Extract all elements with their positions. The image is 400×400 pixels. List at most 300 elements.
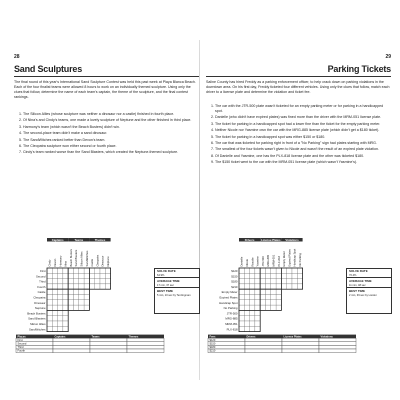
answer-table-cell <box>319 349 356 353</box>
grid-cell <box>105 268 110 273</box>
grid-cell <box>244 316 249 321</box>
grid-cell <box>84 289 89 294</box>
grid-cell <box>260 289 265 294</box>
grid-cell <box>52 295 57 300</box>
answer-table-header: Violations <box>320 335 333 339</box>
group-header: Themes <box>94 238 106 242</box>
grid-cell <box>63 289 68 294</box>
grid-cell <box>68 284 73 289</box>
solve-rate-value: 64.9% <box>157 273 165 277</box>
grid-cell <box>239 289 244 294</box>
answer-table-cell <box>90 338 127 342</box>
grid-cell <box>63 326 68 331</box>
answer-table-header: Captains <box>54 335 66 339</box>
grid-cell <box>239 300 244 305</box>
answer-table-cell <box>127 342 164 346</box>
row-header: Beach Busters <box>27 311 46 316</box>
answer-table-cell <box>90 342 127 346</box>
clue-list <box>206 104 391 167</box>
grid-cell <box>250 289 255 294</box>
grid-cell <box>266 273 271 278</box>
grid-cell <box>84 295 89 300</box>
grid-cell <box>68 279 73 284</box>
answer-table-cell <box>53 338 90 342</box>
puzzle-intro: The final round of this year's International Sand Sculpture Contest was held this past week at Playa Blanca Beach. Each of the four finalist teams were allowed 8 hours to work on an individually themed sculpture. Using only the clues that follow, determine the name of each team's captain, the theme of the sculpture, and the final contest rankings. <box>14 80 196 100</box>
grid-cell <box>100 279 105 284</box>
grid-cell <box>79 268 84 273</box>
grid-cell <box>292 279 297 284</box>
grid-cell <box>271 279 276 284</box>
grid-cell <box>292 284 297 289</box>
grid-cell <box>47 284 52 289</box>
clue: 9. The $150 ticket went to the car with the MRM-051 license plate (which wasn't Yasmine's). <box>215 160 391 165</box>
grid-cell <box>95 279 100 284</box>
title-rule <box>206 76 391 77</box>
page-number: 28 <box>14 54 20 60</box>
column-header: Expired Plates <box>288 249 292 267</box>
grid-cell <box>287 268 292 273</box>
average-time-value: 17 min, 37 sec <box>157 283 174 287</box>
grid-cell <box>271 295 276 300</box>
answer-table-header: Drivers <box>246 335 256 339</box>
grid-cell <box>255 321 260 326</box>
grid-cell <box>58 310 63 315</box>
grid-cell <box>266 305 271 310</box>
grid-cell <box>47 326 52 331</box>
grid-cell <box>297 273 302 278</box>
answer-table-cell <box>282 342 319 346</box>
grid-cell <box>292 268 297 273</box>
solve-rate-label: SOLVE RATE <box>157 269 176 273</box>
group-header: Teams <box>74 238 84 242</box>
grid-cell <box>58 305 63 310</box>
grid-cell <box>84 284 89 289</box>
grid-cell <box>79 284 84 289</box>
grid-cell <box>260 279 265 284</box>
book-spine <box>199 40 200 380</box>
row-header: $210 <box>231 284 238 289</box>
clue: 4. The second-place team didn't make a sand dinosaur. <box>23 131 199 136</box>
row-header: Empty Meter <box>221 290 238 295</box>
clue: 1. The Silicon Allies (whose sculpture was neither a dinosaur nor a castle) finished in fourth place. <box>23 112 199 117</box>
left-page <box>14 54 199 374</box>
grid-cell <box>47 268 52 273</box>
row-header: Castle <box>37 290 46 295</box>
grid-cell <box>260 273 265 278</box>
grid-cell <box>239 273 244 278</box>
clue: 3. Harmony's team (which wasn't the Beach Busters) didn't win. <box>23 125 199 130</box>
column-header: Empty Meter <box>283 251 287 267</box>
grid-cell <box>84 273 89 278</box>
grid-cell <box>84 268 89 273</box>
grid-cell <box>244 300 249 305</box>
grid-cell <box>250 268 255 273</box>
grid-cell <box>255 310 260 315</box>
grid-cell <box>47 321 52 326</box>
grid-cell <box>250 326 255 331</box>
clue: 5. The SandWitches ranked better than Devon's team. <box>23 138 199 143</box>
grid-cell <box>250 295 255 300</box>
grid-cell <box>239 284 244 289</box>
group-header: Violations <box>285 238 299 242</box>
puzzle-title: Sand Sculptures <box>14 64 83 74</box>
grid-cell <box>281 273 286 278</box>
row-header: Silicon Allies <box>29 321 46 326</box>
answer-table-row-label: $210 <box>209 349 216 353</box>
grid-cell <box>74 273 79 278</box>
grid-cell <box>68 295 73 300</box>
row-header: JTR-500 <box>226 311 238 316</box>
grid-cell <box>74 305 79 310</box>
row-header: Expired Plates <box>219 295 238 300</box>
grid-cell <box>244 305 249 310</box>
grid-cell <box>255 300 260 305</box>
grid-cell <box>281 268 286 273</box>
row-header: $180 <box>231 279 238 284</box>
grid-cell <box>58 321 63 326</box>
grid-cell <box>244 295 249 300</box>
column-header: Cindy <box>48 259 52 267</box>
answer-table-header: License Plates <box>283 335 302 339</box>
grid-cell <box>84 305 89 310</box>
stats-box <box>154 268 200 314</box>
grid-cell <box>276 268 281 273</box>
grid-cell <box>63 310 68 315</box>
group-header: Drivers <box>244 238 255 242</box>
grid-cell <box>244 284 249 289</box>
clue: 6. The Cleopatra sculpture won either second or fourth place. <box>23 144 199 149</box>
grid-cell <box>95 284 100 289</box>
grid-cell <box>52 321 57 326</box>
grid-cell <box>276 289 281 294</box>
answer-table-cell <box>90 345 127 349</box>
grid-cell <box>105 279 110 284</box>
grid-cell <box>281 279 286 284</box>
answer-table-cell <box>127 338 164 342</box>
grid-cell <box>271 284 276 289</box>
grid-cell <box>74 279 79 284</box>
row-header: Dinosaur <box>34 300 46 305</box>
grid-cell <box>260 268 265 273</box>
row-header: SandWitches <box>29 327 46 332</box>
grid-cell <box>239 279 244 284</box>
grid-cell <box>281 284 286 289</box>
column-header: Silicon Allies <box>80 251 84 267</box>
column-header: Neptune <box>107 256 111 267</box>
column-header: Sand Blasters <box>75 249 79 267</box>
clue: 1. The car with the JTR-500 plate wasn't ticketed for an empty parking meter or for parking in a handicapped spot. <box>215 104 391 114</box>
grid-cell <box>68 300 73 305</box>
answer-table-cell <box>53 349 90 353</box>
grid-cell <box>84 300 89 305</box>
average-time-value: 11 min, 48 sec <box>349 283 366 287</box>
grid-cell <box>250 321 255 326</box>
answer-table-cell <box>245 338 282 342</box>
grid-cell <box>244 279 249 284</box>
grid-cell <box>255 316 260 321</box>
grid-cell <box>58 289 63 294</box>
grid-cell <box>266 279 271 284</box>
grid-cell <box>276 273 281 278</box>
grid-cell <box>244 310 249 315</box>
grid-cell <box>63 268 68 273</box>
grid-cell <box>287 279 292 284</box>
answer-table-cell <box>282 349 319 353</box>
best-time-label: BEST TIME <box>157 288 174 293</box>
answer-table-header: Places <box>17 335 26 339</box>
grid-cell <box>52 273 57 278</box>
column-header: No Parking <box>299 253 303 267</box>
grid-cell <box>292 273 297 278</box>
column-header: Dinosaur <box>101 255 105 267</box>
title-rule <box>14 76 199 77</box>
row-header: Fourth <box>37 284 46 289</box>
answer-table-cell <box>245 342 282 346</box>
grid-cell <box>239 321 244 326</box>
grid-cell <box>297 268 302 273</box>
grid-cell <box>58 316 63 321</box>
answer-table-header: Teams <box>91 335 100 339</box>
grid-cell <box>84 279 89 284</box>
grid-cell <box>276 300 281 305</box>
grid-cell <box>79 279 84 284</box>
answer-table-cell <box>90 349 127 353</box>
grid-cell <box>74 289 79 294</box>
page-number: 29 <box>385 54 391 60</box>
grid-cell <box>58 268 63 273</box>
column-header: Danielle <box>240 256 244 267</box>
grid-cell <box>271 273 276 278</box>
column-header: Devon <box>54 258 58 267</box>
grid-cell <box>52 284 57 289</box>
answer-table-row-label: $180 <box>209 346 216 350</box>
row-header: Cleopatra <box>33 295 46 300</box>
grid-cell <box>105 284 110 289</box>
grid-cell <box>89 268 94 273</box>
answer-table-header: Themes <box>128 335 139 339</box>
grid-cell <box>255 273 260 278</box>
grid-cell <box>255 326 260 331</box>
grid-cell <box>58 273 63 278</box>
column-header: Yasmine <box>256 256 260 267</box>
grid-cell <box>244 289 249 294</box>
grid-cell <box>47 289 52 294</box>
answer-table-row-label: Fourth <box>17 349 25 353</box>
group-header: License Plates <box>261 238 281 242</box>
grid-cell <box>100 273 105 278</box>
clue: 3. The ticket for parking in a handicapped spot had a lower fine than the ticket for the empty parking meter. <box>215 122 391 127</box>
answer-table-row-label: Third <box>17 346 24 350</box>
best-time-value: 5 min, 10 sec by Tenzingman <box>157 293 191 297</box>
grid-cell <box>266 284 271 289</box>
average-time-label: AVERAGE TIME <box>349 278 372 283</box>
grid-cell <box>52 300 57 305</box>
grid-cell <box>63 284 68 289</box>
grid-cell <box>95 273 100 278</box>
grid-cell <box>266 268 271 273</box>
grid-cell <box>100 268 105 273</box>
grid-cell <box>89 279 94 284</box>
grid-cell <box>79 289 84 294</box>
grid-cell <box>271 289 276 294</box>
puzzle-title: Parking Tickets <box>327 64 391 74</box>
grid-cell <box>255 284 260 289</box>
solve-rate-label: SOLVE RATE <box>349 269 368 273</box>
grid-cell <box>47 273 52 278</box>
grid-cell <box>95 268 100 273</box>
clue: 6. The car that was ticketed for parking right in front of a "No Parking" sign had plates starting with MRG. <box>215 141 391 146</box>
answer-table-row-label: Second <box>17 342 27 346</box>
grid-cell <box>89 273 94 278</box>
grid-cell <box>255 305 260 310</box>
average-time-label: AVERAGE TIME <box>157 278 180 283</box>
grid-cell <box>47 316 52 321</box>
group-header: Captains <box>51 238 64 242</box>
grid-cell <box>266 300 271 305</box>
answer-table-row-label: First <box>17 338 23 342</box>
grid-cell <box>250 310 255 315</box>
column-header: Beach Busters <box>69 249 73 267</box>
grid-cell <box>68 289 73 294</box>
grid-cell <box>239 326 244 331</box>
grid-cell <box>276 284 281 289</box>
grid-cell <box>266 289 271 294</box>
grid-cell <box>255 289 260 294</box>
grid-cell <box>52 326 57 331</box>
grid-cell <box>52 279 57 284</box>
column-header: Castle <box>91 258 95 267</box>
grid-cell <box>47 295 52 300</box>
column-header: Nicole <box>246 259 250 267</box>
grid-cell <box>255 279 260 284</box>
answer-table-cell <box>282 345 319 349</box>
row-header: $150 <box>231 274 238 279</box>
column-header: Handicap Spot <box>293 248 297 267</box>
best-time-value: 2 min, 39 sec by Lorelei <box>349 293 377 297</box>
grid-cell <box>260 305 265 310</box>
grid-cell <box>287 284 292 289</box>
grid-cell <box>271 305 276 310</box>
grid-cell <box>79 305 84 310</box>
grid-cell <box>297 279 302 284</box>
column-header: MRG-885 <box>267 254 271 267</box>
grid-cell <box>52 289 57 294</box>
clue: 2. Danielle (who didn't have expired plates) was fined more than the driver with the MRM-051 license plate. <box>215 115 391 120</box>
grid-cell <box>79 295 84 300</box>
clue: 5. The ticket for parking in a handicapped spot was either $150 or $180. <box>215 135 391 140</box>
grid-cell <box>52 268 57 273</box>
grid-cell <box>63 273 68 278</box>
answer-table-cell <box>245 345 282 349</box>
grid-cell <box>297 284 302 289</box>
grid-cell <box>74 295 79 300</box>
grid-cell <box>239 295 244 300</box>
puzzle-intro: Saline County has hired Freddy as a parking enforcement officer, to help crack down on parking violations in the downtown area. On his first day, Freddy ticketed four different vehicles. Using only the clues that follow, match each driver to a license plate and determine the violation and ticket fee. <box>206 80 390 95</box>
grid-cell <box>271 300 276 305</box>
grid-cell <box>260 300 265 305</box>
solve-rate-value: 70.4% <box>349 273 357 277</box>
grid-cell <box>63 295 68 300</box>
clue: 4. Neither Nicole nor Yasmine own the car with the MRG-885 license plate (which didn't get a $180 ticket). <box>215 128 391 133</box>
clue: 8. Of Danielle and Yasmine, one has the PLX-818 license plate and the other was ticketed $180. <box>215 154 391 159</box>
answer-table-cell <box>319 345 356 349</box>
grid-cell <box>63 300 68 305</box>
clue-list <box>14 112 199 157</box>
row-header: MRG-885 <box>225 316 238 321</box>
answer-table-cell <box>53 342 90 346</box>
answer-table-cell <box>53 345 90 349</box>
grid-cell <box>47 279 52 284</box>
grid-cell <box>276 279 281 284</box>
grid-cell <box>58 279 63 284</box>
grid-cell <box>244 268 249 273</box>
grid-cell <box>68 305 73 310</box>
grid-cell <box>276 305 281 310</box>
column-header: MRM-051 <box>272 254 276 267</box>
row-header: $120 <box>231 268 238 273</box>
grid-cell <box>47 300 52 305</box>
grid-cell <box>52 316 57 321</box>
grid-cell <box>74 300 79 305</box>
grid-cell <box>260 284 265 289</box>
grid-cell <box>266 295 271 300</box>
answer-table-cell <box>245 349 282 353</box>
grid-cell <box>47 305 52 310</box>
best-time-label: BEST TIME <box>349 288 366 293</box>
grid-cell <box>100 284 105 289</box>
answer-table-cell <box>282 338 319 342</box>
grid-cell <box>79 273 84 278</box>
grid-cell <box>74 284 79 289</box>
answer-table-cell <box>127 349 164 353</box>
grid-cell <box>63 279 68 284</box>
grid-cell <box>276 295 281 300</box>
grid-cell <box>105 273 110 278</box>
grid-cell <box>250 284 255 289</box>
row-header: Second <box>36 274 46 279</box>
grid-cell <box>244 326 249 331</box>
answer-table-cell <box>319 342 356 346</box>
answer-table-cell <box>319 338 356 342</box>
grid-cell <box>52 310 57 315</box>
grid-cell <box>68 268 73 273</box>
grid-cell <box>250 279 255 284</box>
grid-cell <box>287 273 292 278</box>
grid-cell <box>47 310 52 315</box>
row-header: Handicap Spot <box>219 300 238 305</box>
grid-cell <box>58 300 63 305</box>
grid-cell <box>255 268 260 273</box>
column-header: PLX-818 <box>277 256 281 267</box>
grid-cell <box>250 273 255 278</box>
row-header: Sand Blasters <box>28 316 46 321</box>
grid-cell <box>74 268 79 273</box>
clue: 7. Cindy's team ranked worse than the Sand Blasters, which created the Neptune-themed sculpture. <box>23 150 199 155</box>
grid-cell <box>271 268 276 273</box>
row-header: First <box>40 268 46 273</box>
grid-cell <box>239 268 244 273</box>
grid-cell <box>244 273 249 278</box>
column-header: Harmony <box>59 255 63 267</box>
answer-table-row-label: $150 <box>209 342 216 346</box>
grid-cell <box>63 321 68 326</box>
grid-cell <box>239 310 244 315</box>
grid-cell <box>58 295 63 300</box>
grid-cell <box>79 300 84 305</box>
clue: 2. Of Nina's and Cindy's teams, one made a lovely sculpture of Neptune and the other finished in third place. <box>23 118 199 123</box>
column-header: JTR-500 <box>261 256 265 267</box>
row-header: No Parking <box>223 306 238 311</box>
